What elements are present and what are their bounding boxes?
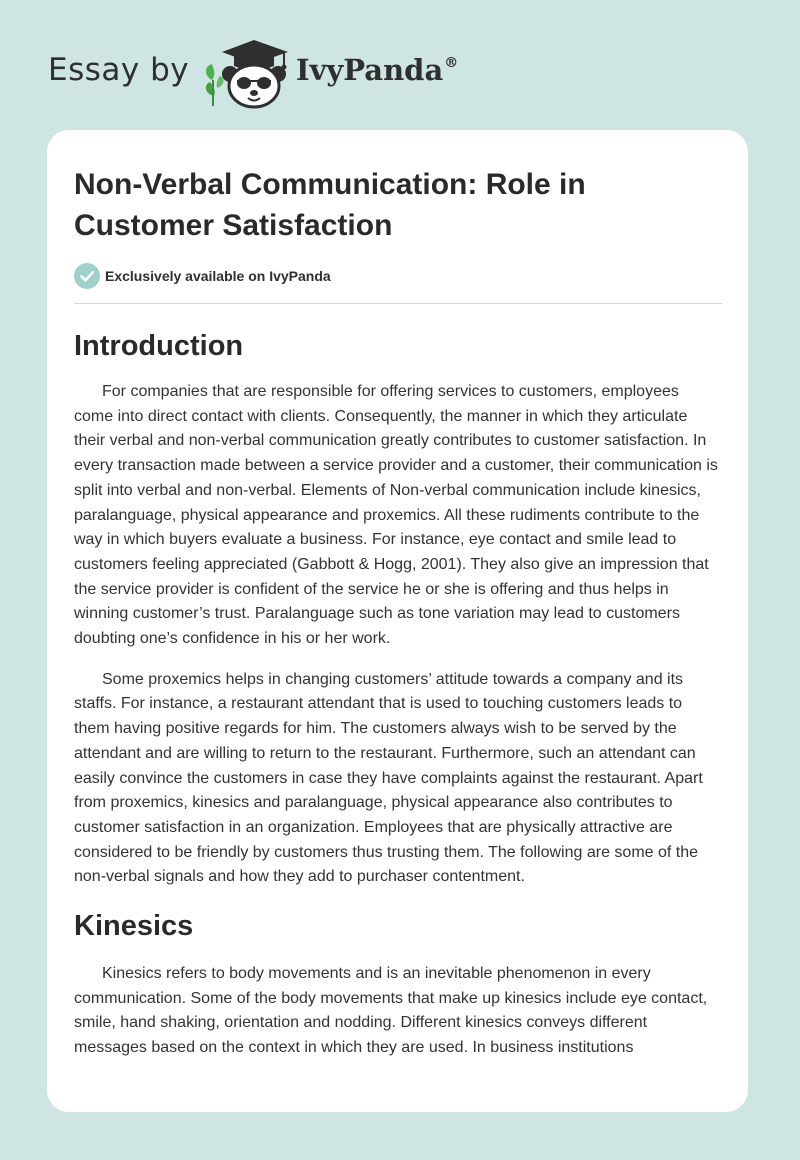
site-header [0, 0, 800, 130]
brand-name[interactable]: IvyPanda® [296, 53, 459, 87]
checkmark-icon [74, 263, 100, 289]
ivypanda-logo-icon[interactable] [200, 36, 294, 110]
paragraph: Kinesics refers to body movements and is an inevitable phenomenon in every communication. Some of the body movements that make up kinesics include eye contact, smile, hand shaking, orientation and nodding. Different kinesics conveys different messages based on the context in which they are used. In business institutions [74, 965, 708, 1057]
exclusive-badge-label: Exclusively available on IvyPanda [105, 268, 331, 284]
page-title: Non-Verbal Communication: Role in Customer Satisfaction [74, 168, 586, 242]
essay-by-label: Essay by [48, 52, 190, 88]
article-card [47, 130, 748, 1112]
title-divider [74, 303, 722, 304]
paragraph: Some proxemics helps in changing customers’ attitude towards a company and its staffs. For instance, a restaurant attendant that is used to touching customers leads to them having positive regards for him. The customers always wish to be served by the attendant and are willing to return to the restaurant. Furthermore, such an attendant can easily convince the customers in case they have complaints against the restaurant. Apart from proxemics, kinesics and paralanguage, physical appearance also contributes to customer satisfaction in an organization. Employees that are physically attractive are considered to be friendly by customers thus trusting them. The following are some of the non-verbal signals and how they add to purchaser contentment. [74, 670, 703, 886]
section-heading-introduction: Introduction [74, 330, 244, 362]
exclusive-badge [74, 263, 331, 289]
paragraph: For companies that are responsible for offering services to customers, employees come into direct contact with clients. Consequently, the manner in which they articulate their verbal and non-verbal communication greatly contributes to customer satisfaction. In every transaction made between a service provider and a customer, their communication is split into verbal and non-verbal. Elements of Non-verbal communication include kinesics, paralanguage, physical appearance and proxemics. All these rudiments contribute to the way in which buyers evaluate a business. For instance, eye contact and smile lead to customers feeling appreciated (Gabbott & Hogg, 2001). They also give an impression that the service provider is confident of the service he or she is offering and thus helps in winning customer’s trust. Paralanguage such as tone variation may lead to customers doubting one’s confidence in his or her work. [74, 383, 718, 648]
section-heading-kinesics: Kinesics [74, 910, 194, 943]
article-body [74, 326, 722, 1077]
